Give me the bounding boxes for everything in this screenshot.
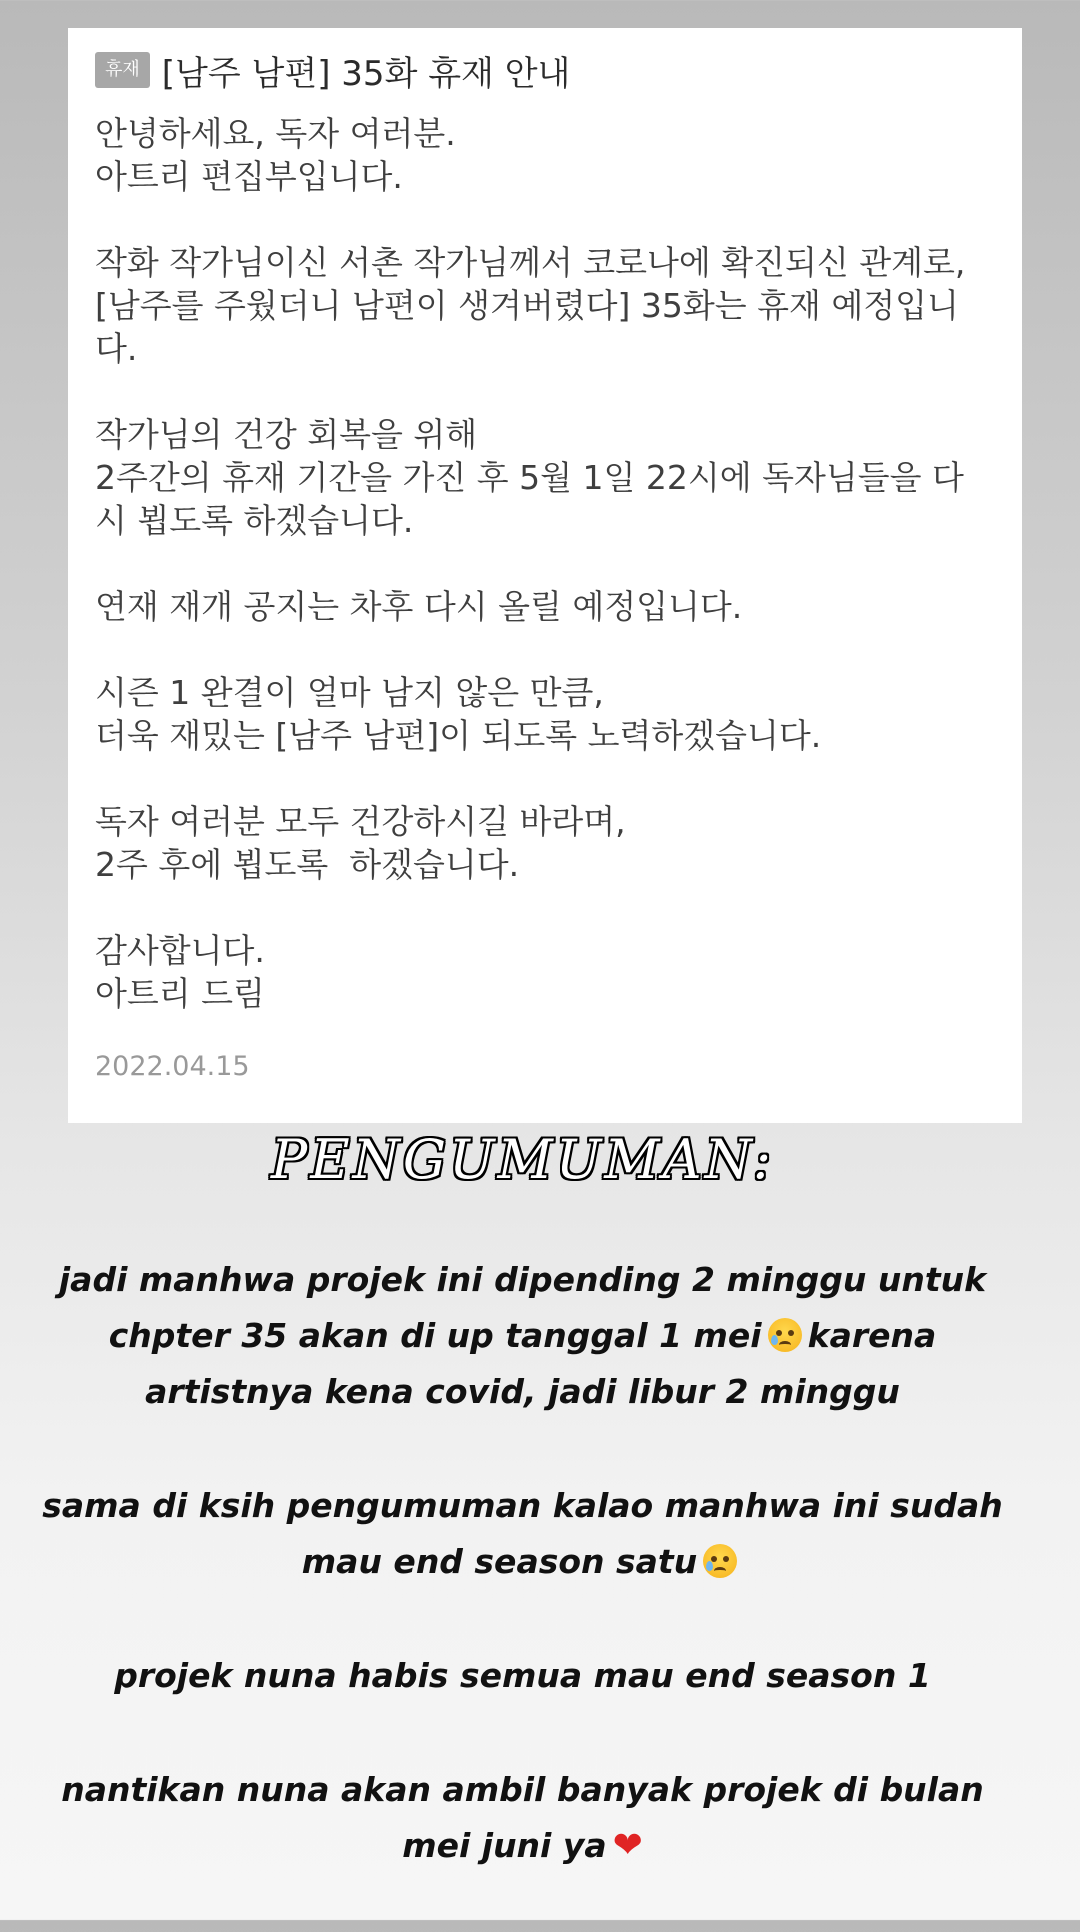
announcement-line: nantikan nuna akan ambil banyak projek di bulan — [61, 1770, 984, 1809]
notice-line: 작가님의 건강 회복을 위해 — [95, 415, 478, 454]
notice-title: [남주 남편] 35화 휴재 안내 — [161, 53, 571, 94]
notice-line: 감사합니다. — [95, 931, 265, 970]
notice-line: 작화 작가님이신 서촌 작가님께서 코로나에 확진되신 관계로, — [95, 243, 966, 282]
announcement-line: projek nuna habis semua mau end season 1 — [114, 1656, 931, 1695]
announcement-title: PENGUMUMAN: — [270, 1128, 775, 1191]
notice-line: 안녕하세요, 독자 여러분. — [95, 114, 456, 153]
notice-date: 2022.04.15 — [95, 1051, 250, 1082]
announcement-paragraph — [40, 1252, 1005, 1420]
notice-line: [남주를 주웠더니 남편이 생겨버렸다] 35화는 휴재 예정입니 — [95, 286, 959, 325]
announcement-line — [40, 1818, 1005, 1874]
notice-line: 2주간의 휴재 기간을 가진 후 5월 1일 22시에 독자님들을 다 — [95, 458, 964, 497]
announcement-line — [40, 1308, 1005, 1364]
notice-paragraph — [95, 241, 996, 370]
notice-paragraph — [95, 929, 996, 1015]
hiatus-badge: 휴재 — [95, 52, 150, 88]
notice-header — [95, 40, 996, 100]
announcement-line — [40, 1534, 1005, 1590]
announcement-text: chpter 35 akan di up tanggal 1 mei — [108, 1316, 762, 1355]
crying-face-icon — [768, 1318, 802, 1352]
notice-line: 2주 후에 뵙도록 하겠습니다. — [95, 845, 520, 884]
notice-line: 아트리 편집부입니다. — [95, 157, 403, 196]
notice-line: 더욱 재밌는 [남주 남편]이 되도록 노력하겠습니다. — [95, 716, 822, 755]
announcement-line: sama di ksih pengumuman kalao manhwa ini sudah — [42, 1486, 1003, 1525]
notice-line: 다. — [95, 329, 138, 368]
notice-line: 아트리 드림 — [95, 974, 265, 1013]
notice-card — [68, 28, 1022, 1123]
notice-line: 연재 재개 공지는 차후 다시 올릴 예정입니다. — [95, 587, 743, 626]
announcement-line: artistnya kena covid, jadi libur 2 minggu — [145, 1372, 900, 1411]
notice-paragraph — [95, 800, 996, 886]
announcement-text: mei juni ya — [402, 1826, 607, 1865]
announcement-text: mau end season satu — [301, 1542, 698, 1581]
announcement-body — [40, 1252, 1005, 1932]
notice-paragraph — [95, 671, 996, 757]
announcement-paragraph — [40, 1478, 1005, 1590]
announcement-paragraph — [40, 1762, 1005, 1874]
tear-drop — [771, 1335, 778, 1345]
notice-paragraph — [95, 585, 996, 628]
announcement-text: karena — [807, 1316, 937, 1355]
notice-line: 시즌 1 완결이 얼마 남지 않은 만큼, — [95, 673, 604, 712]
notice-body — [95, 112, 996, 1015]
announcement-line: jadi manhwa projek ini dipending 2 minggu untuk — [58, 1260, 987, 1299]
notice-paragraph — [95, 413, 996, 542]
notice-line: 시 뵙도록 하겠습니다. — [95, 501, 414, 540]
announcement-paragraph — [40, 1648, 1005, 1704]
notice-line: 독자 여러분 모두 건강하시길 바라며, — [95, 802, 626, 841]
crying-face-icon — [703, 1544, 737, 1578]
red-heart-icon: ❤ — [612, 1825, 643, 1866]
notice-paragraph — [95, 112, 996, 198]
tear-drop — [706, 1561, 713, 1571]
